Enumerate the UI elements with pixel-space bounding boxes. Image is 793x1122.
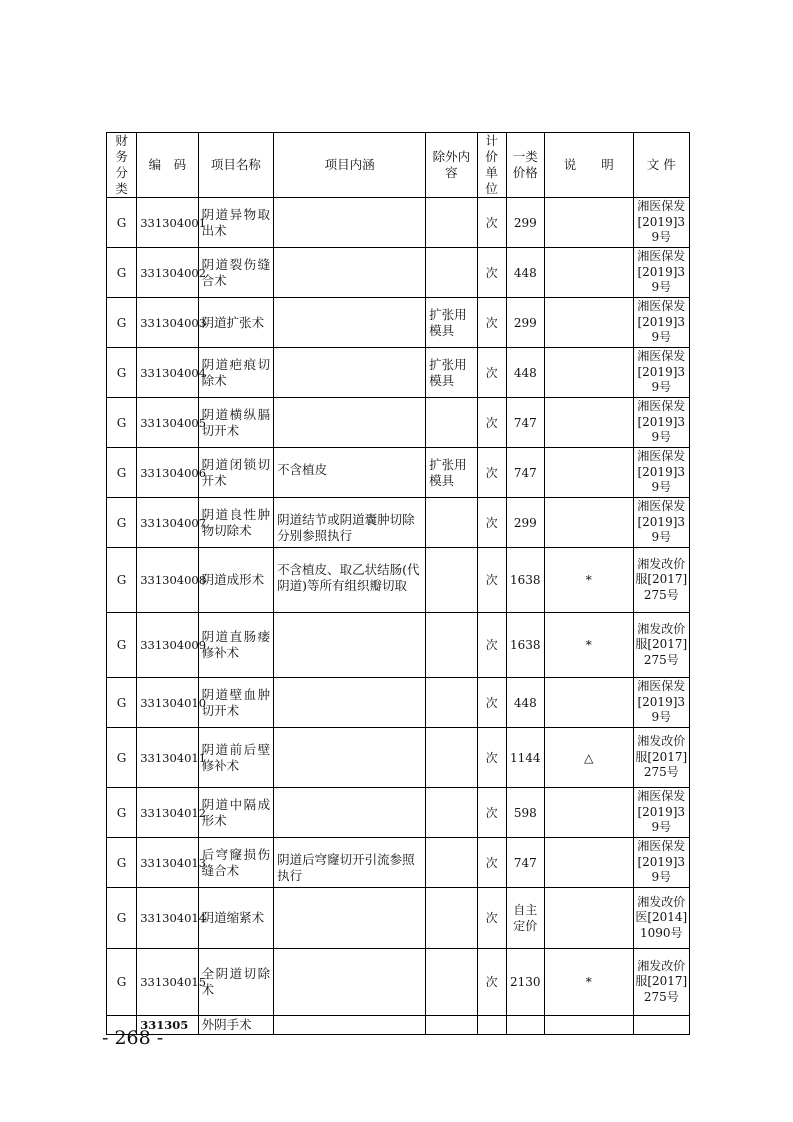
- category-cell: G: [107, 548, 137, 613]
- table-row: [107, 398, 690, 448]
- notes-cell: [544, 198, 633, 248]
- table-row: [107, 498, 690, 548]
- notes-cell: [544, 248, 633, 298]
- unit-cell: 次: [477, 728, 506, 788]
- category-cell: G: [107, 678, 137, 728]
- code-cell: 331304003: [137, 298, 198, 348]
- unit-cell: 次: [477, 398, 506, 448]
- name-cell: 阴道缩紧术: [198, 888, 274, 949]
- table-row: [107, 248, 690, 298]
- content-cell: 阴道结节或阴道囊肿切除分别参照执行: [274, 498, 426, 548]
- category-cell: G: [107, 888, 137, 949]
- content-cell: [274, 348, 426, 398]
- table-row: [107, 298, 690, 348]
- price-cell: 448: [506, 678, 544, 728]
- price-cell: 1638: [506, 613, 544, 678]
- file-cell: 湘发改价服[2017]275号: [633, 548, 689, 613]
- code-cell: 331304007: [137, 498, 198, 548]
- category-cell: G: [107, 448, 137, 498]
- content-cell: [274, 613, 426, 678]
- file-cell: 湘发改价服[2017]275号: [633, 949, 689, 1016]
- price-cell: 747: [506, 448, 544, 498]
- empty-cell: [544, 1016, 633, 1035]
- category-cell: G: [107, 298, 137, 348]
- page-number: - 268 -: [102, 1027, 164, 1049]
- notes-cell: [544, 678, 633, 728]
- header-price: 一类价格: [506, 133, 544, 198]
- table-row: [107, 448, 690, 498]
- header-code: 编 码: [137, 133, 198, 198]
- exclusions-cell: [426, 949, 477, 1016]
- notes-cell: *: [544, 613, 633, 678]
- exclusions-cell: 扩张用模具: [426, 348, 477, 398]
- file-cell: 湘发改价服[2017]275号: [633, 613, 689, 678]
- table-row: [107, 613, 690, 678]
- file-cell: 湘医保发[2019]39号: [633, 838, 689, 888]
- name-cell: 阴道异物取出术: [198, 198, 274, 248]
- unit-cell: 次: [477, 788, 506, 838]
- content-cell: [274, 248, 426, 298]
- file-cell: 湘医保发[2019]39号: [633, 398, 689, 448]
- code-cell: 331304009: [137, 613, 198, 678]
- unit-cell: 次: [477, 498, 506, 548]
- file-cell: 湘医保发[2019]39号: [633, 448, 689, 498]
- content-cell: [274, 888, 426, 949]
- table-row: [107, 548, 690, 613]
- table-row: [107, 198, 690, 248]
- exclusions-cell: [426, 788, 477, 838]
- unit-cell: 次: [477, 448, 506, 498]
- file-cell: 湘医保发[2019]39号: [633, 498, 689, 548]
- code-cell: 331304012: [137, 788, 198, 838]
- empty-cell: [426, 1016, 477, 1035]
- header-content: 项目内涵: [274, 133, 426, 198]
- table-row: [107, 728, 690, 788]
- price-cell: 299: [506, 198, 544, 248]
- header-exclusions: 除外内容: [426, 133, 477, 198]
- notes-cell: [544, 788, 633, 838]
- header-file: 文 件: [633, 133, 689, 198]
- unit-cell: 次: [477, 298, 506, 348]
- code-cell: 331304014: [137, 888, 198, 949]
- unit-cell: 次: [477, 613, 506, 678]
- notes-cell: [544, 348, 633, 398]
- notes-cell: *: [544, 548, 633, 613]
- header-notes: 说 明: [544, 133, 633, 198]
- category-cell: G: [107, 788, 137, 838]
- content-cell: [274, 949, 426, 1016]
- unit-cell: 次: [477, 548, 506, 613]
- price-cell: 299: [506, 498, 544, 548]
- category-cell: G: [107, 613, 137, 678]
- exclusions-cell: [426, 888, 477, 949]
- notes-cell: △: [544, 728, 633, 788]
- exclusions-cell: [426, 728, 477, 788]
- code-cell: 331304001: [137, 198, 198, 248]
- header-name: 项目名称: [198, 133, 274, 198]
- section-row: [107, 1016, 690, 1035]
- category-cell: G: [107, 949, 137, 1016]
- price-cell: 自主定价: [506, 888, 544, 949]
- empty-cell: [477, 1016, 506, 1035]
- content-cell: [274, 298, 426, 348]
- file-cell: 湘发改价服[2017]275号: [633, 728, 689, 788]
- table-body: [107, 198, 690, 1035]
- notes-cell: [544, 838, 633, 888]
- file-cell: 湘医保发[2019]39号: [633, 678, 689, 728]
- exclusions-cell: [426, 498, 477, 548]
- name-cell: 阴道直肠瘘修补术: [198, 613, 274, 678]
- content-cell: [274, 198, 426, 248]
- price-cell: 1638: [506, 548, 544, 613]
- table-row: [107, 888, 690, 949]
- unit-cell: 次: [477, 838, 506, 888]
- unit-cell: 次: [477, 248, 506, 298]
- name-cell: 阴道成形术: [198, 548, 274, 613]
- code-cell: 331304015: [137, 949, 198, 1016]
- exclusions-cell: [426, 198, 477, 248]
- exclusions-cell: [426, 548, 477, 613]
- section-code: 331305: [137, 1016, 198, 1035]
- category-cell: G: [107, 248, 137, 298]
- unit-cell: 次: [477, 198, 506, 248]
- unit-cell: 次: [477, 348, 506, 398]
- name-cell: 阴道闭锁切开术: [198, 448, 274, 498]
- name-cell: 阴道壁血肿切开术: [198, 678, 274, 728]
- code-cell: 331304011: [137, 728, 198, 788]
- name-cell: 阴道横纵膈切开术: [198, 398, 274, 448]
- unit-cell: 次: [477, 949, 506, 1016]
- price-cell: 598: [506, 788, 544, 838]
- name-cell: 全阴道切除术: [198, 949, 274, 1016]
- code-cell: 331304002: [137, 248, 198, 298]
- exclusions-cell: [426, 248, 477, 298]
- category-cell: G: [107, 398, 137, 448]
- unit-cell: 次: [477, 678, 506, 728]
- notes-cell: *: [544, 949, 633, 1016]
- notes-cell: [544, 398, 633, 448]
- code-cell: 331304013: [137, 838, 198, 888]
- unit-cell: 次: [477, 888, 506, 949]
- price-cell: 448: [506, 348, 544, 398]
- section-name: 外阴手术: [198, 1016, 274, 1035]
- notes-cell: [544, 498, 633, 548]
- file-cell: 湘医保发[2019]39号: [633, 348, 689, 398]
- header-category: 财务分类: [107, 133, 137, 198]
- content-cell: [274, 788, 426, 838]
- notes-cell: [544, 448, 633, 498]
- category-cell: G: [107, 198, 137, 248]
- name-cell: 阴道裂伤缝合术: [198, 248, 274, 298]
- category-cell: G: [107, 728, 137, 788]
- exclusions-cell: [426, 398, 477, 448]
- exclusions-cell: 扩张用模具: [426, 298, 477, 348]
- exclusions-cell: [426, 838, 477, 888]
- empty-cell: [506, 1016, 544, 1035]
- file-cell: 湘医保发[2019]39号: [633, 198, 689, 248]
- empty-cell: [274, 1016, 426, 1035]
- notes-cell: [544, 888, 633, 949]
- category-cell: G: [107, 838, 137, 888]
- exclusions-cell: [426, 613, 477, 678]
- content-cell: 阴道后穹窿切开引流参照执行: [274, 838, 426, 888]
- category-cell: G: [107, 498, 137, 548]
- code-cell: 331304004: [137, 348, 198, 398]
- price-cell: 299: [506, 298, 544, 348]
- content-cell: 不含植皮、取乙状结肠(代阴道)等所有组织瓣切取: [274, 548, 426, 613]
- content-cell: [274, 728, 426, 788]
- exclusions-cell: 扩张用模具: [426, 448, 477, 498]
- name-cell: 阴道扩张术: [198, 298, 274, 348]
- content-cell: [274, 398, 426, 448]
- content-cell: [274, 678, 426, 728]
- file-cell: 湘发改价医[2014]1090号: [633, 888, 689, 949]
- header-unit: 计价单位: [477, 133, 506, 198]
- price-cell: 1144: [506, 728, 544, 788]
- empty-cell: [633, 1016, 689, 1035]
- name-cell: 阴道良性肿物切除术: [198, 498, 274, 548]
- table-row: [107, 838, 690, 888]
- notes-cell: [544, 298, 633, 348]
- price-cell: 2130: [506, 949, 544, 1016]
- table-header-row: [107, 133, 690, 198]
- price-cell: 448: [506, 248, 544, 298]
- code-cell: 331304006: [137, 448, 198, 498]
- table-row: [107, 678, 690, 728]
- table-row: [107, 949, 690, 1016]
- name-cell: 后穹窿损伤缝合术: [198, 838, 274, 888]
- file-cell: 湘医保发[2019]39号: [633, 298, 689, 348]
- name-cell: 阴道中隔成形术: [198, 788, 274, 838]
- exclusions-cell: [426, 678, 477, 728]
- price-cell: 747: [506, 838, 544, 888]
- code-cell: 331304005: [137, 398, 198, 448]
- code-cell: 331304010: [137, 678, 198, 728]
- name-cell: 阴道前后壁修补术: [198, 728, 274, 788]
- medical-fee-table: [106, 132, 690, 1035]
- file-cell: 湘医保发[2019]39号: [633, 248, 689, 298]
- code-cell: 331304008: [137, 548, 198, 613]
- price-cell: 747: [506, 398, 544, 448]
- content-cell: 不含植皮: [274, 448, 426, 498]
- name-cell: 阴道疤痕切除术: [198, 348, 274, 398]
- category-cell: G: [107, 348, 137, 398]
- table-row: [107, 348, 690, 398]
- file-cell: 湘医保发[2019]39号: [633, 788, 689, 838]
- table-row: [107, 788, 690, 838]
